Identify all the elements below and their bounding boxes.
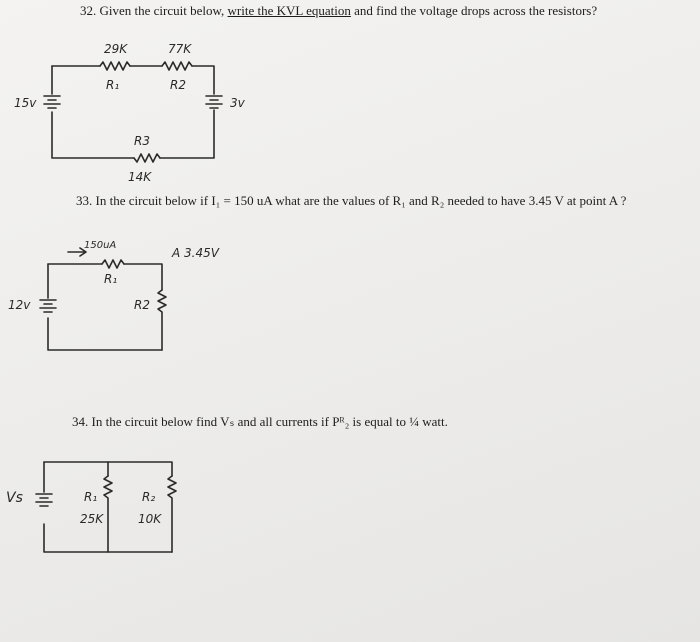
r2-value: 77K xyxy=(168,42,192,56)
r3-label: R3 xyxy=(134,134,150,148)
resistor-r1 xyxy=(104,476,112,552)
r1-value: 29K xyxy=(104,42,128,56)
source-left-label: 15v xyxy=(14,96,37,110)
resistor-r2 xyxy=(158,290,166,350)
question-text-underlined: write the KVL equation xyxy=(227,3,351,18)
r1-label: R₁ xyxy=(104,272,118,286)
question-number: 34. xyxy=(72,414,89,429)
resistor-r1 xyxy=(100,62,130,70)
question-text: In the circuit below find Vₛ and all currents if Pᴿ₂ is equal to ¼ watt. xyxy=(91,414,448,429)
resistor-r3 xyxy=(134,154,160,162)
circuit-34 xyxy=(36,462,176,552)
question-number: 32. xyxy=(80,3,97,18)
resistor-r2 xyxy=(162,62,192,70)
r1-label: R₁ xyxy=(106,78,120,92)
r3-value: 14K xyxy=(128,170,152,184)
r1-label: R₁ xyxy=(84,490,98,504)
question-text: Given the circuit below, xyxy=(99,3,228,18)
question-text: and find the voltage drops across the resistors? xyxy=(350,3,598,18)
point-a-label: A 3.45V xyxy=(172,246,219,260)
source-right-label: 3v xyxy=(230,96,245,110)
r2-label: R2 xyxy=(170,78,186,92)
resistor-r2 xyxy=(168,476,176,552)
r2-value: 10K xyxy=(138,512,162,526)
r2-label: R2 xyxy=(134,298,150,312)
resistor-r1 xyxy=(102,260,124,268)
r1-value: 25K xyxy=(80,512,104,526)
r2-label: R₂ xyxy=(142,490,156,504)
source-label: Vs xyxy=(6,490,23,506)
source-label: 12v xyxy=(8,298,31,312)
question-text: In the circuit below if I₁ = 150 uA what are the values of R₁ and R₂ needed to have 3.45 V at point A ? xyxy=(95,193,627,208)
question-number: 33. xyxy=(76,193,93,208)
circuit-32 xyxy=(44,62,222,162)
current-label: 150uA xyxy=(84,240,117,251)
